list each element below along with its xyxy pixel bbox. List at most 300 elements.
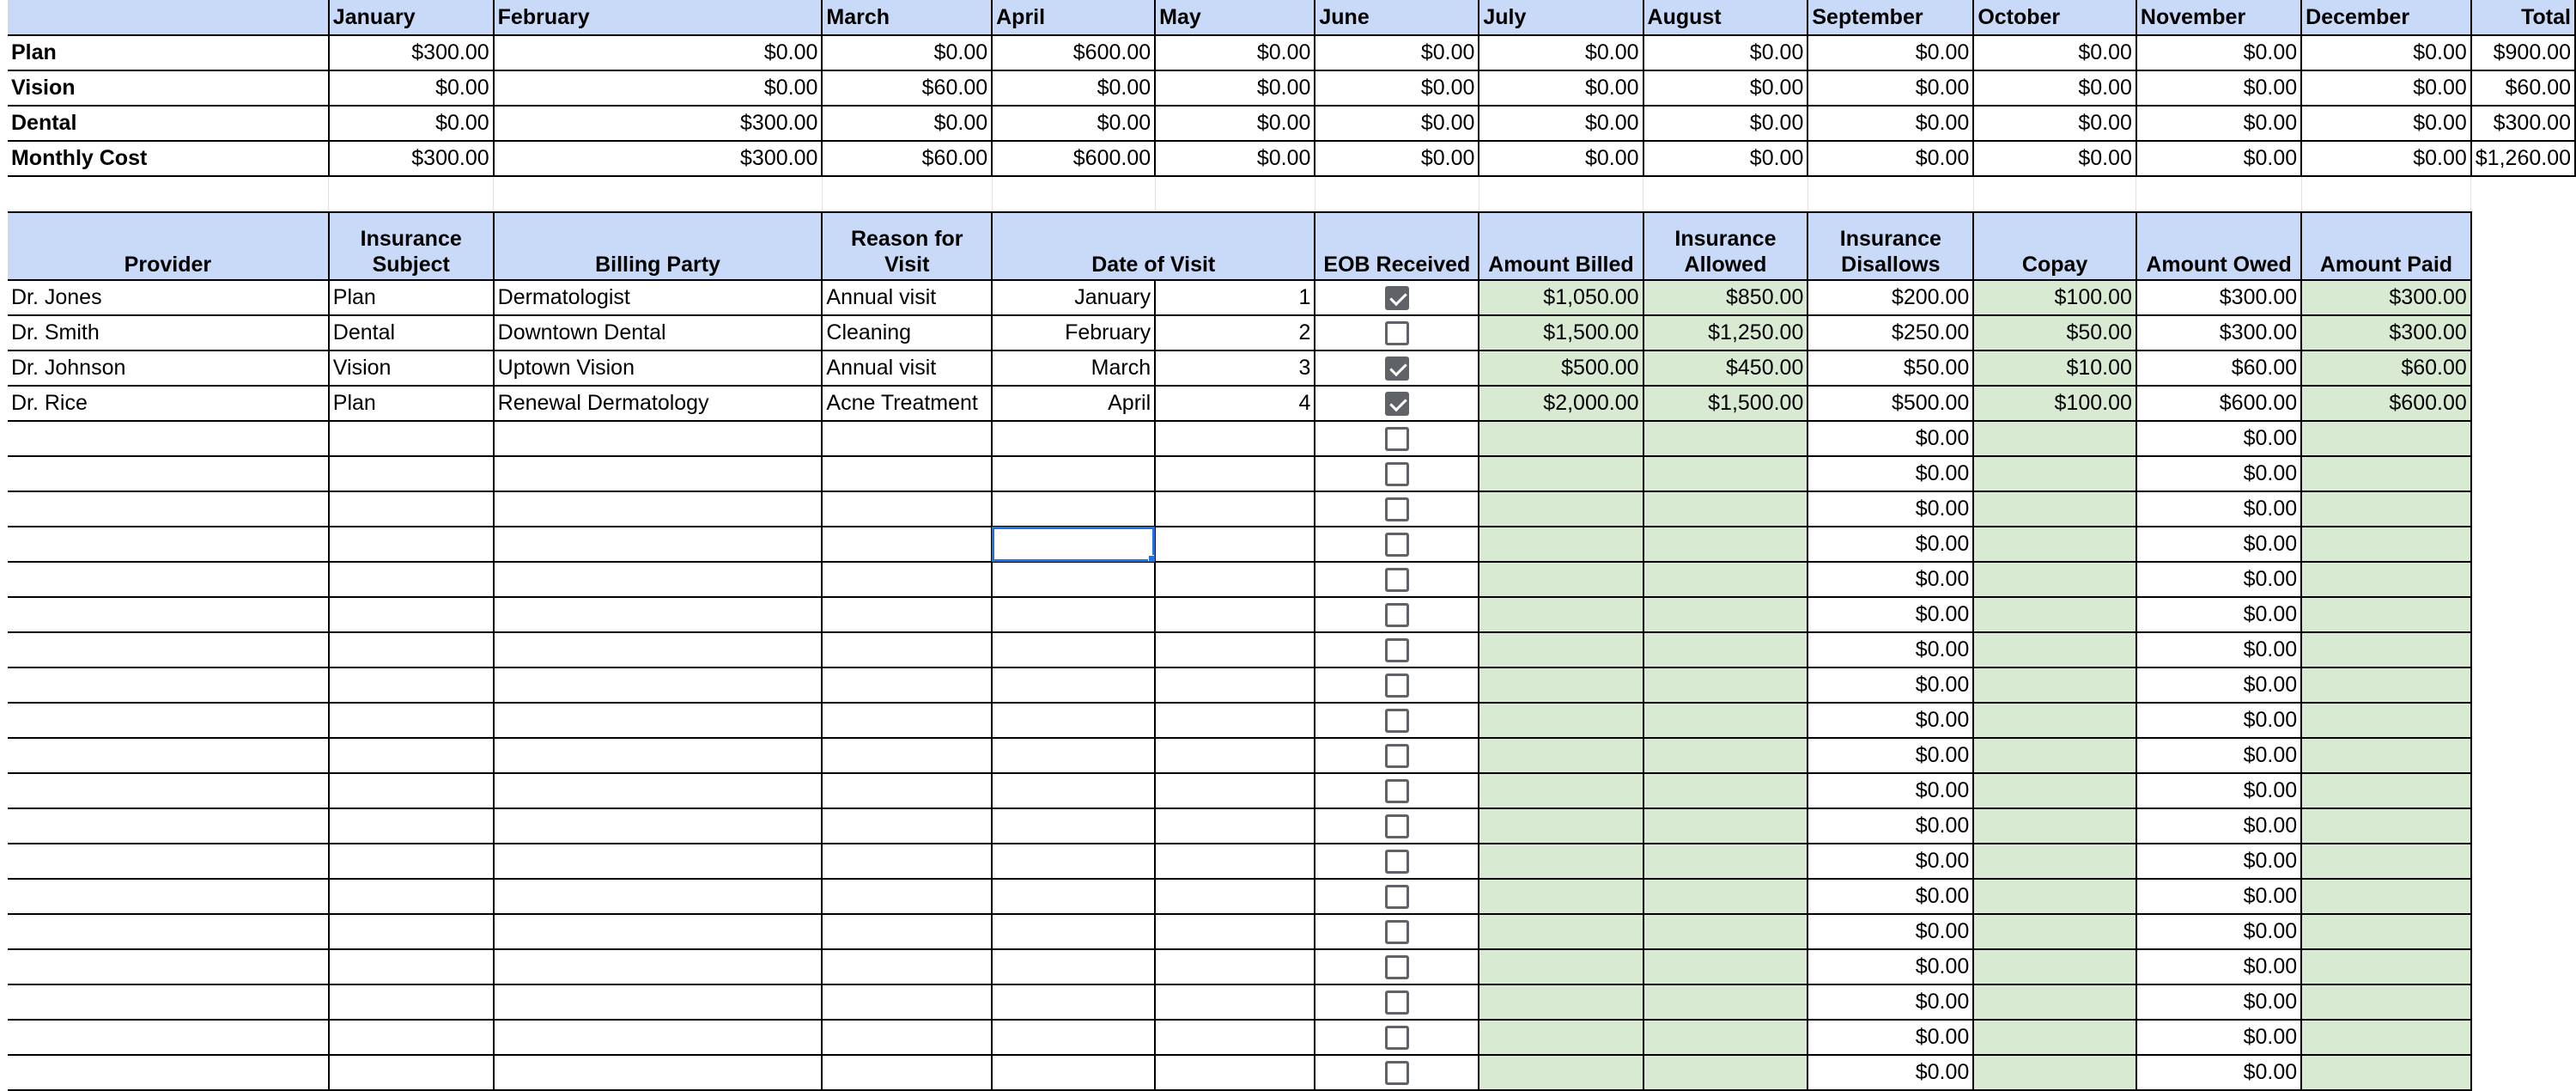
visit-month-cell[interactable] [992,984,1155,1020]
amount-billed-cell[interactable] [1479,527,1643,562]
insurance-subject-cell[interactable] [329,1055,494,1090]
insurance-subject-cell[interactable] [329,773,494,808]
header-amount-paid[interactable]: Amount Paid [2301,212,2471,280]
provider-cell[interactable] [8,1055,329,1090]
insurance-disallows-cell[interactable]: $0.00 [1807,1055,1973,1090]
summary-value-cell[interactable]: $0.00 [2301,141,2471,176]
billing-party-cell[interactable] [494,632,823,667]
reason-cell[interactable] [822,456,992,491]
copay-cell[interactable] [1973,562,2136,597]
checkbox-unchecked[interactable] [1385,497,1409,521]
visit-month-cell[interactable] [992,1020,1155,1055]
billing-party-cell[interactable] [494,667,823,703]
visit-day-cell[interactable]: 3 [1155,350,1315,386]
amount-paid-cell[interactable] [2301,667,2471,703]
reason-cell[interactable]: Cleaning [822,315,992,350]
empty-cell[interactable] [494,176,823,212]
copay-cell[interactable] [1973,879,2136,914]
checkbox-unchecked[interactable] [1385,533,1409,557]
amount-owed-cell[interactable]: $0.00 [2136,562,2301,597]
checkbox-unchecked[interactable] [1385,321,1409,345]
insurance-allowed-cell[interactable] [1643,1020,1808,1055]
provider-cell[interactable]: Dr. Jones [8,280,329,315]
provider-cell[interactable] [8,703,329,738]
insurance-subject-cell[interactable] [329,844,494,879]
amount-owed-cell[interactable]: $0.00 [2136,808,2301,844]
amount-billed-cell[interactable] [1479,1020,1643,1055]
checkbox-checked[interactable] [1385,392,1409,416]
provider-cell[interactable] [8,632,329,667]
eob-checkbox-cell[interactable] [1315,562,1479,597]
summary-corner-cell[interactable] [8,0,329,35]
insurance-subject-cell[interactable] [329,738,494,773]
insurance-allowed-cell[interactable] [1643,738,1808,773]
insurance-allowed-cell[interactable] [1643,879,1808,914]
visit-month-cell[interactable]: April [992,386,1155,421]
amount-paid-cell[interactable] [2301,773,2471,808]
summary-value-cell[interactable]: $600.00 [992,141,1155,176]
eob-checkbox-cell[interactable] [1315,421,1479,456]
summary-value-cell[interactable]: $0.00 [2301,106,2471,141]
reason-cell[interactable] [822,1055,992,1090]
summary-value-cell[interactable]: $0.00 [1643,70,1808,106]
reason-cell[interactable] [822,984,992,1020]
amount-billed-cell[interactable]: $500.00 [1479,350,1643,386]
amount-billed-cell[interactable] [1479,597,1643,632]
amount-owed-cell[interactable]: $0.00 [2136,844,2301,879]
visit-month-cell[interactable] [992,879,1155,914]
insurance-allowed-cell[interactable] [1643,527,1808,562]
eob-checkbox-cell[interactable] [1315,773,1479,808]
reason-cell[interactable]: Annual visit [822,350,992,386]
provider-cell[interactable] [8,562,329,597]
insurance-disallows-cell[interactable]: $0.00 [1807,738,1973,773]
amount-billed-cell[interactable] [1479,421,1643,456]
amount-billed-cell[interactable]: $2,000.00 [1479,386,1643,421]
amount-paid-cell[interactable] [2301,421,2471,456]
amount-paid-cell[interactable] [2301,844,2471,879]
summary-value-cell[interactable]: $0.00 [1973,35,2136,70]
reason-cell[interactable] [822,1020,992,1055]
summary-value-cell[interactable]: $0.00 [329,106,494,141]
insurance-disallows-cell[interactable]: $200.00 [1807,280,1973,315]
insurance-allowed-cell[interactable] [1643,667,1808,703]
amount-billed-cell[interactable] [1479,984,1643,1020]
copay-cell[interactable]: $100.00 [1973,386,2136,421]
selected-cell[interactable] [992,527,1155,562]
amount-owed-cell[interactable]: $0.00 [2136,703,2301,738]
visit-month-cell[interactable]: February [992,315,1155,350]
reason-cell[interactable] [822,914,992,949]
summary-value-cell[interactable]: $0.00 [1643,141,1808,176]
insurance-allowed-cell[interactable] [1643,949,1808,984]
visit-month-cell[interactable] [992,456,1155,491]
copay-cell[interactable] [1973,421,2136,456]
insurance-subject-cell[interactable]: Dental [329,315,494,350]
insurance-disallows-cell[interactable]: $0.00 [1807,844,1973,879]
summary-value-cell[interactable]: $0.00 [2136,70,2301,106]
billing-party-cell[interactable] [494,491,823,527]
visit-month-cell[interactable] [992,844,1155,879]
amount-paid-cell[interactable] [2301,738,2471,773]
amount-billed-cell[interactable] [1479,491,1643,527]
summary-value-cell[interactable]: $0.00 [1155,141,1315,176]
reason-cell[interactable] [822,421,992,456]
amount-paid-cell[interactable] [2301,703,2471,738]
checkbox-unchecked[interactable] [1385,990,1409,1015]
summary-row-label[interactable]: Plan [8,35,329,70]
copay-cell[interactable] [1973,738,2136,773]
amount-owed-cell[interactable]: $300.00 [2136,315,2301,350]
provider-cell[interactable] [8,773,329,808]
amount-owed-cell[interactable]: $0.00 [2136,456,2301,491]
empty-cell[interactable] [1479,176,1643,212]
eob-checkbox-cell[interactable] [1315,527,1479,562]
empty-cell[interactable] [1643,176,1808,212]
insurance-disallows-cell[interactable]: $0.00 [1807,562,1973,597]
header-amount-owed[interactable]: Amount Owed [2136,212,2301,280]
reason-cell[interactable] [822,949,992,984]
insurance-allowed-cell[interactable]: $1,500.00 [1643,386,1808,421]
summary-total-cell[interactable]: $60.00 [2471,70,2575,106]
billing-party-cell[interactable] [494,844,823,879]
amount-paid-cell[interactable] [2301,1055,2471,1090]
amount-paid-cell[interactable]: $300.00 [2301,315,2471,350]
amount-billed-cell[interactable]: $1,500.00 [1479,315,1643,350]
amount-owed-cell[interactable]: $0.00 [2136,1055,2301,1090]
copay-cell[interactable]: $50.00 [1973,315,2136,350]
summary-value-cell[interactable]: $0.00 [1315,35,1479,70]
eob-checkbox-cell[interactable] [1315,386,1479,421]
reason-cell[interactable] [822,527,992,562]
empty-cell[interactable] [8,176,329,212]
summary-value-cell[interactable]: $0.00 [1479,141,1643,176]
summary-value-cell[interactable]: $0.00 [1807,106,1973,141]
billing-party-cell[interactable] [494,738,823,773]
reason-cell[interactable] [822,632,992,667]
visit-day-cell[interactable] [1155,879,1315,914]
insurance-subject-cell[interactable]: Plan [329,280,494,315]
insurance-allowed-cell[interactable] [1643,597,1808,632]
amount-owed-cell[interactable]: $0.00 [2136,879,2301,914]
amount-paid-cell[interactable]: $600.00 [2301,386,2471,421]
checkbox-unchecked[interactable] [1385,709,1409,733]
summary-value-cell[interactable]: $0.00 [1973,70,2136,106]
summary-row-label[interactable]: Vision [8,70,329,106]
billing-party-cell[interactable] [494,1055,823,1090]
amount-billed-cell[interactable] [1479,879,1643,914]
visit-month-cell[interactable] [992,667,1155,703]
billing-party-cell[interactable] [494,456,823,491]
billing-party-cell[interactable] [494,703,823,738]
summary-value-cell[interactable]: $0.00 [822,35,992,70]
header-date-of-visit[interactable]: Date of Visit [992,212,1315,280]
summary-value-cell[interactable]: $0.00 [494,35,823,70]
amount-billed-cell[interactable] [1479,632,1643,667]
header-insurance-allowed[interactable]: Insurance Allowed [1643,212,1808,280]
amount-paid-cell[interactable] [2301,632,2471,667]
visit-month-cell[interactable] [992,562,1155,597]
reason-cell[interactable] [822,738,992,773]
billing-party-cell[interactable]: Dermatologist [494,280,823,315]
header-billing-party[interactable]: Billing Party [494,212,823,280]
summary-value-cell[interactable]: $0.00 [1315,70,1479,106]
amount-owed-cell[interactable]: $0.00 [2136,773,2301,808]
copay-cell[interactable] [1973,527,2136,562]
summary-value-cell[interactable]: $0.00 [822,106,992,141]
summary-total-cell[interactable]: $1,260.00 [2471,141,2575,176]
summary-row-label[interactable]: Monthly Cost [8,141,329,176]
insurance-allowed-cell[interactable] [1643,844,1808,879]
eob-checkbox-cell[interactable] [1315,879,1479,914]
summary-value-cell[interactable]: $300.00 [494,141,823,176]
visit-month-cell[interactable] [992,914,1155,949]
insurance-allowed-cell[interactable]: $850.00 [1643,280,1808,315]
summary-value-cell[interactable]: $0.00 [2301,35,2471,70]
amount-billed-cell[interactable]: $1,050.00 [1479,280,1643,315]
amount-billed-cell[interactable] [1479,844,1643,879]
summary-value-cell[interactable]: $0.00 [1643,106,1808,141]
visit-month-cell[interactable]: March [992,350,1155,386]
eob-checkbox-cell[interactable] [1315,491,1479,527]
billing-party-cell[interactable] [494,527,823,562]
empty-cell[interactable] [1807,176,1973,212]
copay-cell[interactable] [1973,808,2136,844]
insurance-disallows-cell[interactable]: $0.00 [1807,527,1973,562]
copay-cell[interactable] [1973,491,2136,527]
copay-cell[interactable] [1973,844,2136,879]
visit-day-cell[interactable] [1155,456,1315,491]
visit-month-cell[interactable] [992,1055,1155,1090]
summary-value-cell[interactable]: $0.00 [1807,141,1973,176]
visit-day-cell[interactable] [1155,632,1315,667]
reason-cell[interactable]: Acne Treatment [822,386,992,421]
visit-day-cell[interactable] [1155,421,1315,456]
summary-total-cell[interactable]: $900.00 [2471,35,2575,70]
header-copay[interactable]: Copay [1973,212,2136,280]
header-insurance-subject[interactable]: Insurance Subject [329,212,494,280]
insurance-allowed-cell[interactable] [1643,773,1808,808]
amount-billed-cell[interactable] [1479,667,1643,703]
summary-month-header[interactable]: April [992,0,1155,35]
insurance-allowed-cell[interactable] [1643,914,1808,949]
visit-month-cell[interactable] [992,773,1155,808]
eob-checkbox-cell[interactable] [1315,667,1479,703]
insurance-subject-cell[interactable]: Vision [329,350,494,386]
reason-cell[interactable] [822,808,992,844]
summary-total-cell[interactable]: $300.00 [2471,106,2575,141]
fill-handle[interactable] [1148,555,1155,562]
summary-value-cell[interactable]: $0.00 [2136,106,2301,141]
provider-cell[interactable] [8,421,329,456]
provider-cell[interactable]: Dr. Smith [8,315,329,350]
billing-party-cell[interactable] [494,773,823,808]
amount-owed-cell[interactable]: $0.00 [2136,632,2301,667]
insurance-disallows-cell[interactable]: $0.00 [1807,984,1973,1020]
insurance-disallows-cell[interactable]: $250.00 [1807,315,1973,350]
provider-cell[interactable] [8,491,329,527]
amount-billed-cell[interactable] [1479,949,1643,984]
reason-cell[interactable] [822,667,992,703]
amount-billed-cell[interactable] [1479,738,1643,773]
visit-day-cell[interactable] [1155,597,1315,632]
billing-party-cell[interactable]: Renewal Dermatology [494,386,823,421]
billing-party-cell[interactable] [494,949,823,984]
summary-month-header[interactable]: December [2301,0,2471,35]
empty-cell[interactable] [1315,176,1479,212]
insurance-subject-cell[interactable] [329,421,494,456]
reason-cell[interactable] [822,562,992,597]
summary-value-cell[interactable]: $0.00 [1155,106,1315,141]
billing-party-cell[interactable] [494,984,823,1020]
checkbox-unchecked[interactable] [1385,779,1409,803]
insurance-allowed-cell[interactable] [1643,456,1808,491]
insurance-allowed-cell[interactable] [1643,808,1808,844]
amount-paid-cell[interactable] [2301,808,2471,844]
summary-month-header[interactable]: February [494,0,823,35]
visit-day-cell[interactable] [1155,667,1315,703]
summary-month-header[interactable]: January [329,0,494,35]
eob-checkbox-cell[interactable] [1315,914,1479,949]
summary-value-cell[interactable]: $0.00 [2301,70,2471,106]
checkbox-unchecked[interactable] [1385,462,1409,486]
amount-owed-cell[interactable]: $0.00 [2136,914,2301,949]
visit-month-cell[interactable] [992,421,1155,456]
billing-party-cell[interactable] [494,808,823,844]
summary-value-cell[interactable]: $0.00 [992,106,1155,141]
summary-value-cell[interactable]: $0.00 [1807,70,1973,106]
visit-day-cell[interactable] [1155,984,1315,1020]
eob-checkbox-cell[interactable] [1315,738,1479,773]
empty-cell[interactable] [2136,176,2301,212]
visit-month-cell[interactable] [992,738,1155,773]
insurance-allowed-cell[interactable] [1643,632,1808,667]
summary-row-label[interactable]: Dental [8,106,329,141]
insurance-allowed-cell[interactable] [1643,421,1808,456]
insurance-subject-cell[interactable] [329,456,494,491]
amount-paid-cell[interactable] [2301,527,2471,562]
amount-billed-cell[interactable] [1479,773,1643,808]
summary-month-header[interactable]: July [1479,0,1643,35]
insurance-disallows-cell[interactable]: $0.00 [1807,703,1973,738]
insurance-subject-cell[interactable] [329,1020,494,1055]
insurance-disallows-cell[interactable]: $0.00 [1807,879,1973,914]
visit-day-cell[interactable] [1155,1020,1315,1055]
summary-month-header[interactable]: September [1807,0,1973,35]
checkbox-unchecked[interactable] [1385,744,1409,768]
provider-cell[interactable]: Dr. Johnson [8,350,329,386]
eob-checkbox-cell[interactable] [1315,1020,1479,1055]
summary-value-cell[interactable]: $60.00 [822,70,992,106]
eob-checkbox-cell[interactable] [1315,808,1479,844]
insurance-allowed-cell[interactable] [1643,984,1808,1020]
amount-paid-cell[interactable]: $300.00 [2301,280,2471,315]
insurance-disallows-cell[interactable]: $0.00 [1807,808,1973,844]
insurance-allowed-cell[interactable] [1643,703,1808,738]
summary-value-cell[interactable]: $600.00 [992,35,1155,70]
visit-month-cell[interactable] [992,597,1155,632]
eob-checkbox-cell[interactable] [1315,984,1479,1020]
amount-paid-cell[interactable] [2301,949,2471,984]
amount-owed-cell[interactable]: $0.00 [2136,667,2301,703]
copay-cell[interactable] [1973,773,2136,808]
summary-value-cell[interactable]: $0.00 [1973,106,2136,141]
visit-month-cell[interactable] [992,632,1155,667]
copay-cell[interactable] [1973,597,2136,632]
visit-day-cell[interactable]: 1 [1155,280,1315,315]
visit-day-cell[interactable] [1155,949,1315,984]
insurance-subject-cell[interactable] [329,632,494,667]
insurance-disallows-cell[interactable]: $0.00 [1807,1020,1973,1055]
amount-paid-cell[interactable] [2301,491,2471,527]
visit-day-cell[interactable]: 4 [1155,386,1315,421]
insurance-allowed-cell[interactable] [1643,562,1808,597]
visit-day-cell[interactable] [1155,562,1315,597]
billing-party-cell[interactable] [494,914,823,949]
insurance-subject-cell[interactable] [329,667,494,703]
reason-cell[interactable] [822,597,992,632]
visit-month-cell[interactable] [992,808,1155,844]
checkbox-unchecked[interactable] [1385,673,1409,698]
insurance-disallows-cell[interactable]: $0.00 [1807,632,1973,667]
insurance-disallows-cell[interactable]: $0.00 [1807,914,1973,949]
reason-cell[interactable] [822,879,992,914]
reason-cell[interactable] [822,773,992,808]
visit-day-cell[interactable] [1155,703,1315,738]
billing-party-cell[interactable] [494,879,823,914]
summary-value-cell[interactable]: $300.00 [329,141,494,176]
eob-checkbox-cell[interactable] [1315,315,1479,350]
copay-cell[interactable] [1973,1020,2136,1055]
empty-cell[interactable] [822,176,992,212]
checkbox-unchecked[interactable] [1385,568,1409,592]
copay-cell[interactable] [1973,667,2136,703]
empty-cell[interactable] [2301,176,2471,212]
amount-owed-cell[interactable]: $0.00 [2136,738,2301,773]
amount-owed-cell[interactable]: $600.00 [2136,386,2301,421]
insurance-disallows-cell[interactable]: $500.00 [1807,386,1973,421]
billing-party-cell[interactable]: Uptown Vision [494,350,823,386]
insurance-disallows-cell[interactable]: $0.00 [1807,773,1973,808]
visit-day-cell[interactable] [1155,527,1315,562]
summary-value-cell[interactable]: $300.00 [494,106,823,141]
insurance-subject-cell[interactable] [329,949,494,984]
eob-checkbox-cell[interactable] [1315,703,1479,738]
header-reason-for-visit[interactable]: Reason for Visit [822,212,992,280]
checkbox-unchecked[interactable] [1385,603,1409,627]
provider-cell[interactable] [8,527,329,562]
amount-billed-cell[interactable] [1479,914,1643,949]
summary-value-cell[interactable]: $0.00 [1315,141,1479,176]
summary-value-cell[interactable]: $0.00 [1155,70,1315,106]
summary-value-cell[interactable]: $0.00 [1973,141,2136,176]
insurance-allowed-cell[interactable]: $450.00 [1643,350,1808,386]
insurance-subject-cell[interactable] [329,914,494,949]
amount-owed-cell[interactable]: $60.00 [2136,350,2301,386]
summary-value-cell[interactable]: $60.00 [822,141,992,176]
insurance-subject-cell[interactable] [329,879,494,914]
amount-owed-cell[interactable]: $0.00 [2136,527,2301,562]
amount-owed-cell[interactable]: $0.00 [2136,949,2301,984]
eob-checkbox-cell[interactable] [1315,280,1479,315]
provider-cell[interactable] [8,844,329,879]
amount-billed-cell[interactable] [1479,703,1643,738]
summary-month-header[interactable]: June [1315,0,1479,35]
summary-value-cell[interactable]: $0.00 [329,70,494,106]
eob-checkbox-cell[interactable] [1315,597,1479,632]
summary-month-header[interactable]: November [2136,0,2301,35]
amount-billed-cell[interactable] [1479,808,1643,844]
